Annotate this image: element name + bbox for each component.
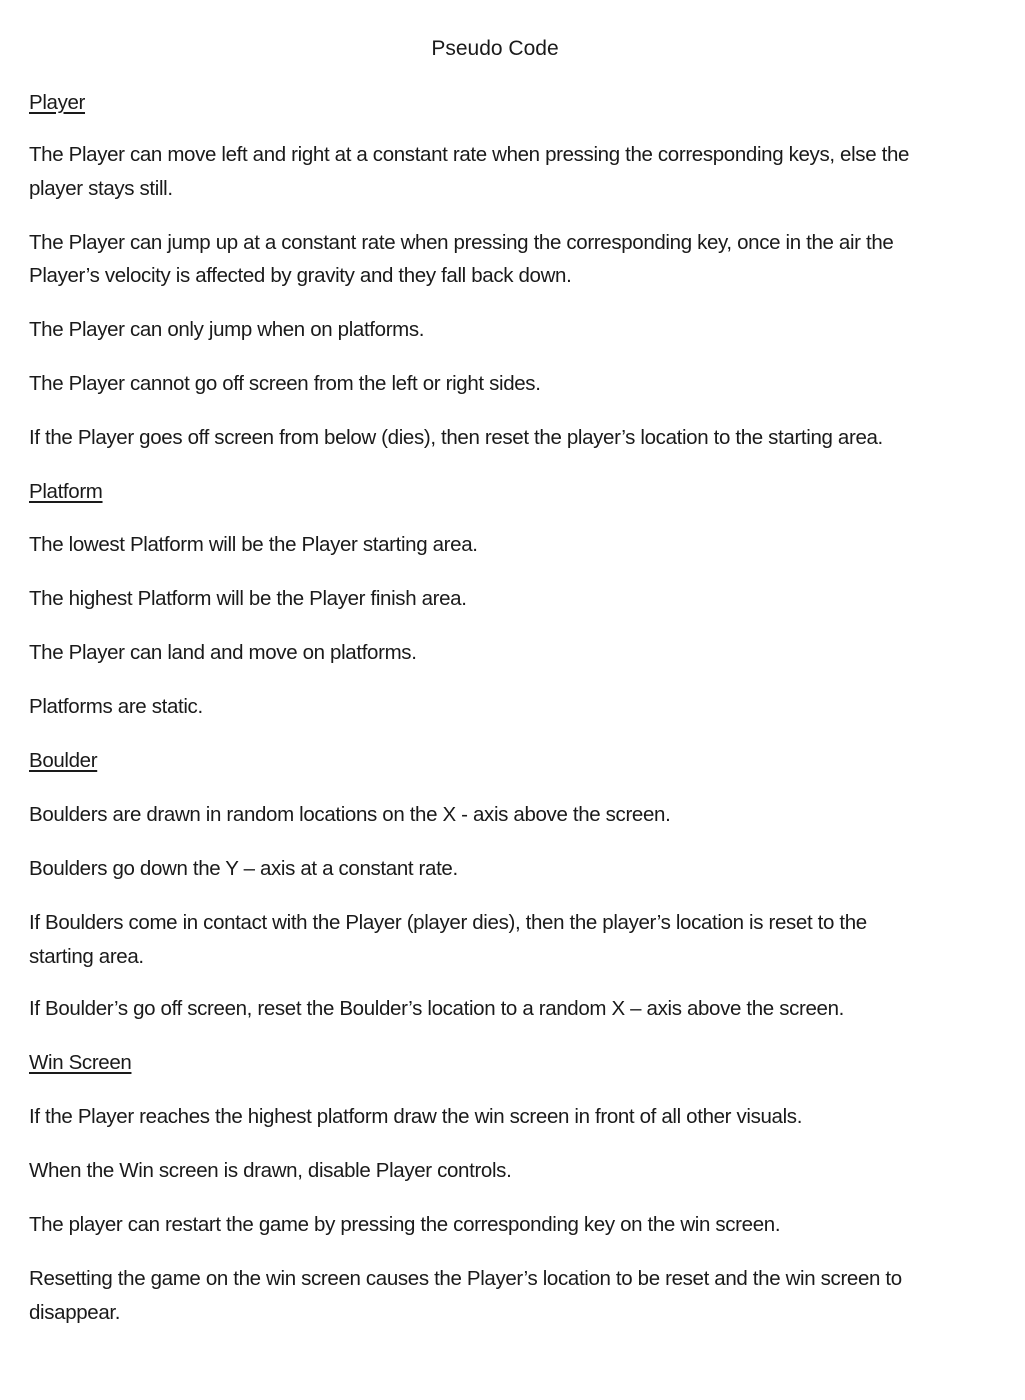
section-heading-player: Player	[29, 91, 86, 114]
document-title: Pseudo Code	[431, 37, 559, 60]
paragraph-line: Boulders are drawn in random locations on the X - axis above the screen.	[29, 803, 671, 826]
paragraph-line: Player’s velocity is affected by gravity and they fall back down.	[29, 264, 572, 287]
paragraph-line: The player can restart the game by pressing the corresponding key on the win screen.	[29, 1213, 781, 1236]
paragraph-line: If the Player reaches the highest platform draw the win screen in front of all other visuals.	[29, 1105, 803, 1128]
paragraph-line: The Player can move left and right at a constant rate when pressing the corresponding keys, else the	[29, 143, 910, 166]
paragraph-line: When the Win screen is drawn, disable Player controls.	[29, 1159, 512, 1182]
paragraph-line: disappear.	[29, 1301, 121, 1324]
paragraph-line: The Player can only jump when on platforms.	[29, 318, 425, 341]
paragraph-line: The highest Platform will be the Player finish area.	[29, 587, 467, 610]
paragraph-line: Resetting the game on the win screen causes the Player’s location to be reset and the win screen to	[29, 1267, 902, 1290]
paragraph-line: Boulders go down the Y – axis at a constant rate.	[29, 857, 458, 880]
paragraph-line: If Boulders come in contact with the Player (player dies), then the player’s location is reset to the	[29, 911, 867, 934]
section-heading-win-screen: Win Screen	[29, 1051, 132, 1074]
paragraph-line: If Boulder’s go off screen, reset the Boulder’s location to a random X – axis above the screen.	[29, 997, 844, 1020]
paragraph-line: player stays still.	[29, 177, 173, 200]
paragraph-line: The Player can jump up at a constant rate when pressing the corresponding key, once in the air the	[29, 231, 894, 254]
paragraph-line: The lowest Platform will be the Player starting area.	[29, 533, 478, 556]
section-heading-platform: Platform	[29, 480, 103, 503]
paragraph-line: starting area.	[29, 945, 144, 968]
paragraph-line: The Player can land and move on platforms.	[29, 641, 417, 664]
paragraph-line: If the Player goes off screen from below (dies), then reset the player’s location to the starting area.	[29, 426, 883, 449]
paragraph-line: Platforms are static.	[29, 695, 203, 718]
paragraph-line: The Player cannot go off screen from the left or right sides.	[29, 372, 541, 395]
section-heading-boulder: Boulder	[29, 749, 98, 772]
